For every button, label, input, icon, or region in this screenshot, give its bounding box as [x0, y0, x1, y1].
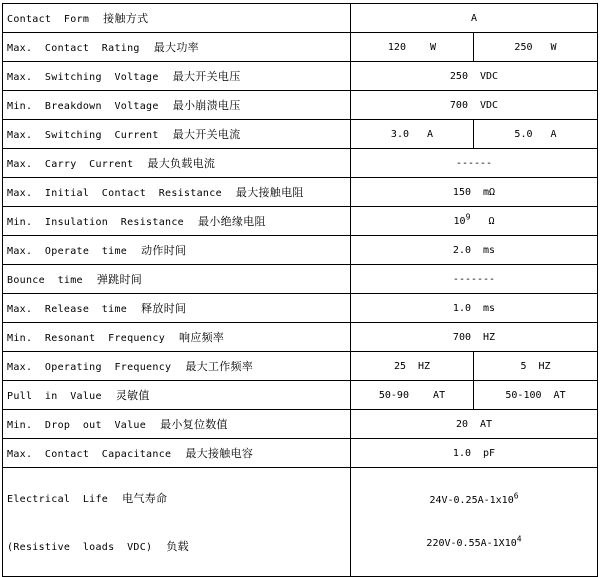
label-cell [3, 4, 351, 33]
table-row [3, 323, 598, 352]
label-en: Contact Form [7, 14, 90, 25]
label-cell [3, 468, 351, 577]
label-cell [3, 149, 351, 178]
label-cell [3, 207, 351, 236]
label-cn: 最小绝缘电阻 [197, 215, 266, 228]
value-cell: $10^9$ Ω [351, 207, 598, 236]
label-cn: 接触方式 [103, 12, 149, 25]
label-cell [3, 236, 351, 265]
value-cell: ------- [351, 265, 598, 294]
table-row [3, 236, 598, 265]
label-en: Max. Initial Contact Resistance [7, 188, 222, 199]
label-cn: 最大开关电流 [172, 128, 241, 141]
label-en: Max. Release time [7, 304, 128, 315]
table-row [3, 410, 598, 439]
life-value-2: $220V-0.55A-1X10^4$ [426, 534, 522, 549]
table-row [3, 265, 598, 294]
label-en: Bounce time [7, 275, 83, 286]
label-cn: 最小复位数值 [160, 418, 228, 431]
label-cell [3, 439, 351, 468]
label-cell [3, 352, 351, 381]
value-cell: 700 VDC [351, 91, 598, 120]
value-cell: 120 W [351, 33, 474, 62]
label-en: Max. Operating Frequency [7, 362, 172, 373]
value-cell: 20 AT [351, 410, 598, 439]
label-cell [3, 265, 351, 294]
label-cn: 释放时间 [141, 302, 187, 315]
label-en: (Resistive loads VDC) [7, 542, 153, 553]
label-cn: 响应频率 [179, 331, 225, 344]
value-cell: 700 HZ [351, 323, 598, 352]
value-cell: 50-100 AT [474, 381, 598, 410]
label-cell [3, 62, 351, 91]
table-row [3, 120, 598, 149]
label-cn: 最小崩溃电压 [172, 99, 241, 112]
label-cn: 最大接触电阻 [235, 186, 304, 199]
label-en: Max. Carry Current [7, 159, 134, 170]
label-cell [3, 381, 351, 410]
table-row [3, 62, 598, 91]
label-cn: 最大工作频率 [185, 360, 254, 373]
table-row [3, 207, 598, 236]
label-cell [3, 33, 351, 62]
value-cell: 2.0 ms [351, 236, 598, 265]
table-row [3, 149, 598, 178]
label-en: Pull in Value [7, 391, 102, 402]
value-cell: 1.0 pF [351, 439, 598, 468]
table-row [3, 294, 598, 323]
label-cell [3, 120, 351, 149]
value-cell: 5 HZ [474, 352, 598, 381]
table-row-electrical-life [3, 468, 598, 577]
label-cn: 动作时间 [141, 244, 187, 257]
label-cn: 灵敏值 [115, 389, 150, 402]
label-cell [3, 294, 351, 323]
label-cn: 最大接触电容 [185, 447, 254, 460]
label-en: Min. Resonant Frequency [7, 333, 166, 344]
label-cn: 电气寿命 [122, 492, 168, 505]
label-en: Min. Breakdown Voltage [7, 101, 159, 112]
label-en: Min. Insulation Resistance [7, 217, 184, 228]
label-en: Max. Contact Rating [7, 43, 140, 54]
value-cell: 250 W [474, 33, 598, 62]
table-row [3, 439, 598, 468]
label-cn: 弹跳时间 [96, 273, 143, 286]
value-cell: 50-90 AT [351, 381, 474, 410]
table-row [3, 91, 598, 120]
life-value-1: $24V-0.25A-1x10^6$ [429, 491, 519, 506]
life-line-1 [7, 490, 346, 506]
label-cell [3, 91, 351, 120]
value-cell: 3.0 A [351, 120, 474, 149]
value-cell: 25 HZ [351, 352, 474, 381]
label-en: Electrical Life [7, 494, 109, 505]
table-row [3, 33, 598, 62]
table-row [3, 381, 598, 410]
label-en: Max. Switching Voltage [7, 72, 159, 83]
label-cell [3, 410, 351, 439]
value-cell: 1.0 ms [351, 294, 598, 323]
value-cell: ------ [351, 149, 598, 178]
value-cell: A [351, 4, 598, 33]
label-en: Min. Drop out Value [7, 420, 147, 431]
label-en: Max. Operate time [7, 246, 128, 257]
label-cn: 最大开关电压 [172, 70, 241, 83]
label-cell [3, 323, 351, 352]
table-row [3, 352, 598, 381]
value-cell [351, 468, 598, 577]
label-cn: 最大负载电流 [147, 157, 216, 170]
label-en: Max. Switching Current [7, 130, 159, 141]
table-row [3, 4, 598, 33]
table-row [3, 178, 598, 207]
spec-table [2, 3, 598, 577]
value-cell: 250 VDC [351, 62, 598, 91]
value-cell: 150 mΩ [351, 178, 598, 207]
label-cell [3, 178, 351, 207]
value-cell: 5.0 A [474, 120, 598, 149]
label-cn: 最大功率 [153, 41, 199, 54]
label-en: Max. Contact Capacitance [7, 449, 172, 460]
spec-body [3, 4, 598, 577]
label-cn: 负载 [166, 540, 189, 553]
